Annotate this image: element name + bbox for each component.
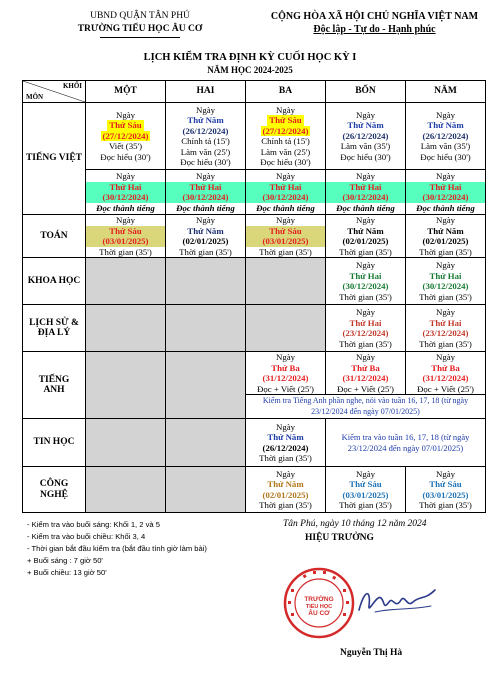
doc-title: LỊCH KIỂM TRA ĐỊNH KỲ CUỐI HỌC KỲ I: [143, 52, 357, 63]
empty-cell: [166, 419, 246, 467]
national-motto: Độc lập - Tự do - Hạnh phúc: [313, 24, 436, 35]
empty-cell: [166, 305, 246, 352]
table-row: [23, 103, 486, 170]
subject-khoa-hoc: KHOA HỌC: [23, 258, 86, 305]
tieng-anh-note: Kiểm tra Tiếng Anh phần nghe, nói vào tuần 16, 17, 18 (từ ngày 23/12/2024 đến ngày 07/01/2025): [246, 395, 486, 419]
note-line: + Buổi chiều: 13 giờ 50': [27, 568, 107, 577]
grade-header-3: BA: [246, 81, 326, 103]
tv-cell-grade-2: Ngày Thứ Năm (26/12/2024) Chính tả (15') Làm văn (25') Đọc hiểu (30'): [166, 103, 246, 170]
empty-cell: [246, 258, 326, 305]
empty-cell: [166, 352, 246, 419]
tv-cell-grade-1: Ngày Thứ Sáu (27/12/2024) Viết (35') Đọc hiểu (30'): [86, 103, 166, 170]
signature-icon: [355, 580, 440, 620]
tieng-anh-grade-4: Ngày Thứ Ba (31/12/2024) Đọc + Viết (25'): [326, 352, 406, 395]
school-header: [50, 10, 230, 38]
cong-nghe-grade-3: Ngày Thứ Năm (02/01/2025) Thời gian (35'): [246, 467, 326, 513]
tv-cell-grade-3: Ngày Thứ Sáu (27/12/2024) Chính tả (15') Làm văn (25') Đọc hiểu (30'): [246, 103, 326, 170]
empty-cell: [166, 258, 246, 305]
tv-cell-grade-5: Ngày Thứ Năm (26/12/2024) Làm văn (35') Đọc hiểu (30'): [406, 103, 486, 170]
empty-cell: [86, 258, 166, 305]
toan-grade-4: Ngày Thứ Năm (02/01/2025) Thời gian (35'): [326, 215, 406, 258]
corner-cell: KHỐI MÔN: [23, 81, 86, 103]
exam-schedule-table: [22, 80, 486, 513]
table-row: [23, 258, 486, 305]
tv-read-grade-1: Ngày Thứ Hai (30/12/2024) Đọc thành tiếng: [86, 170, 166, 215]
tv-cell-grade-4: Ngày Thứ Năm (26/12/2024) Làm văn (35') Đọc hiểu (30'): [326, 103, 406, 170]
empty-cell: [86, 352, 166, 419]
grade-header-2: HAI: [166, 81, 246, 103]
subject-tin-hoc: TIN HỌC: [23, 419, 86, 467]
empty-cell: [86, 305, 166, 352]
empty-cell: [86, 467, 166, 513]
toan-grade-3: Ngày Thứ Sáu (03/01/2025) Thời gian (35'): [246, 215, 326, 258]
table-row: [23, 467, 486, 513]
grade-header-4: BỐN: [326, 81, 406, 103]
svg-text:TIỂU HỌC: TIỂU HỌC: [305, 604, 333, 610]
table-row: [23, 170, 486, 215]
nation-name: CỘNG HÒA XÃ HỘI CHỦ NGHĨA VIỆT NAM: [270, 11, 479, 22]
note-line: - Thời gian bắt đầu kiểm tra (bắt đầu tính giờ làm bài): [27, 544, 207, 553]
toan-grade-5: Ngày Thứ Năm (02/01/2025) Thời gian (35'): [406, 215, 486, 258]
toan-grade-1: Ngày Thứ Sáu (03/01/2025) Thời gian (35'): [86, 215, 166, 258]
empty-cell: [166, 467, 246, 513]
cong-nghe-grade-5: Ngày Thứ Sáu (03/01/2025) Thời gian (35'): [406, 467, 486, 513]
subject-lich-su-dia-ly: LỊCH SỬ & ĐỊA LÝ: [23, 305, 86, 352]
signer-name: Nguyễn Thị Hà: [340, 648, 403, 658]
toan-grade-2: Ngày Thứ Năm (02/01/2025) Thời gian (35'): [166, 215, 246, 258]
subject-tieng-anh: TIẾNG ANH: [23, 352, 86, 419]
school-seal-icon: [283, 567, 355, 639]
tv-read-grade-4: Ngày Thứ Hai (30/12/2024) Đọc thành tiếng: [326, 170, 406, 215]
empty-cell: [246, 305, 326, 352]
empty-cell: [86, 419, 166, 467]
table-row: [23, 419, 486, 467]
khoa-hoc-grade-4: Ngày Thứ Hai (30/12/2024) Thời gian (35'): [326, 258, 406, 305]
note-line: - Kiểm tra vào buổi sáng: Khối 1, 2 và 5: [27, 520, 160, 529]
khoa-hoc-grade-5: Ngày Thứ Hai (30/12/2024) Thời gian (35'): [406, 258, 486, 305]
school-year: NĂM HỌC 2024-2025: [207, 65, 293, 75]
tv-read-grade-2: Ngày Thứ Hai (30/12/2024) Đọc thành tiếng: [166, 170, 246, 215]
header-divider: [100, 37, 180, 38]
note-line: + Buổi sáng : 7 giờ 50': [27, 556, 103, 565]
table-row: [23, 305, 486, 352]
cong-nghe-grade-4: Ngày Thứ Sáu (03/01/2025) Thời gian (35'): [326, 467, 406, 513]
svg-text:TRƯỜNG: TRƯỜNG: [304, 596, 334, 603]
table-row: [23, 215, 486, 258]
table-row: [23, 352, 486, 395]
subject-toan: TOÁN: [23, 215, 86, 258]
subject-tieng-viet: TIẾNG VIỆT: [23, 103, 86, 215]
note-line: - Kiểm tra vào buổi chiều: Khối 3, 4: [27, 532, 146, 541]
tv-read-grade-3: Ngày Thứ Hai (30/12/2024) Đọc thành tiếng: [246, 170, 326, 215]
notes-list: [27, 519, 207, 579]
tieng-anh-grade-5: Ngày Thứ Ba (31/12/2024) Đọc + Viết (25'): [406, 352, 486, 395]
table-header-row: [23, 81, 486, 103]
grade-header-1: MỘT: [86, 81, 166, 103]
lich-su-grade-4: Ngày Thứ Hai (23/12/2024) Thời gian (35'): [326, 305, 406, 352]
lich-su-grade-5: Ngày Thứ Hai (23/12/2024) Thời gian (35'): [406, 305, 486, 352]
district-name: UBND QUẬN TÂN PHÚ: [90, 11, 190, 21]
grade-header-5: NĂM: [406, 81, 486, 103]
tin-hoc-note: Kiểm tra vào tuần 16, 17, 18 (từ ngày 23/12/2024 đến ngày 07/01/2025): [326, 419, 486, 467]
tin-hoc-grade-3: Ngày Thứ Năm (26/12/2024) Thời gian (35'): [246, 419, 326, 467]
school-name: TRƯỜNG TIỂU HỌC ÂU CƠ: [77, 24, 203, 34]
principal-title: HIỆU TRƯỞNG: [305, 533, 374, 543]
national-header: [262, 10, 487, 36]
tv-read-grade-5: Ngày Thứ Hai (30/12/2024) Đọc thành tiếng: [406, 170, 486, 215]
subject-cong-nghe: CÔNG NGHỆ: [23, 467, 86, 513]
tieng-anh-grade-3: Ngày Thứ Ba (31/12/2024) Đọc + Viết (25'): [246, 352, 326, 395]
svg-text:ÂU CƠ: ÂU CƠ: [308, 610, 330, 617]
place-date: Tân Phú, ngày 10 tháng 12 năm 2024: [283, 519, 427, 529]
